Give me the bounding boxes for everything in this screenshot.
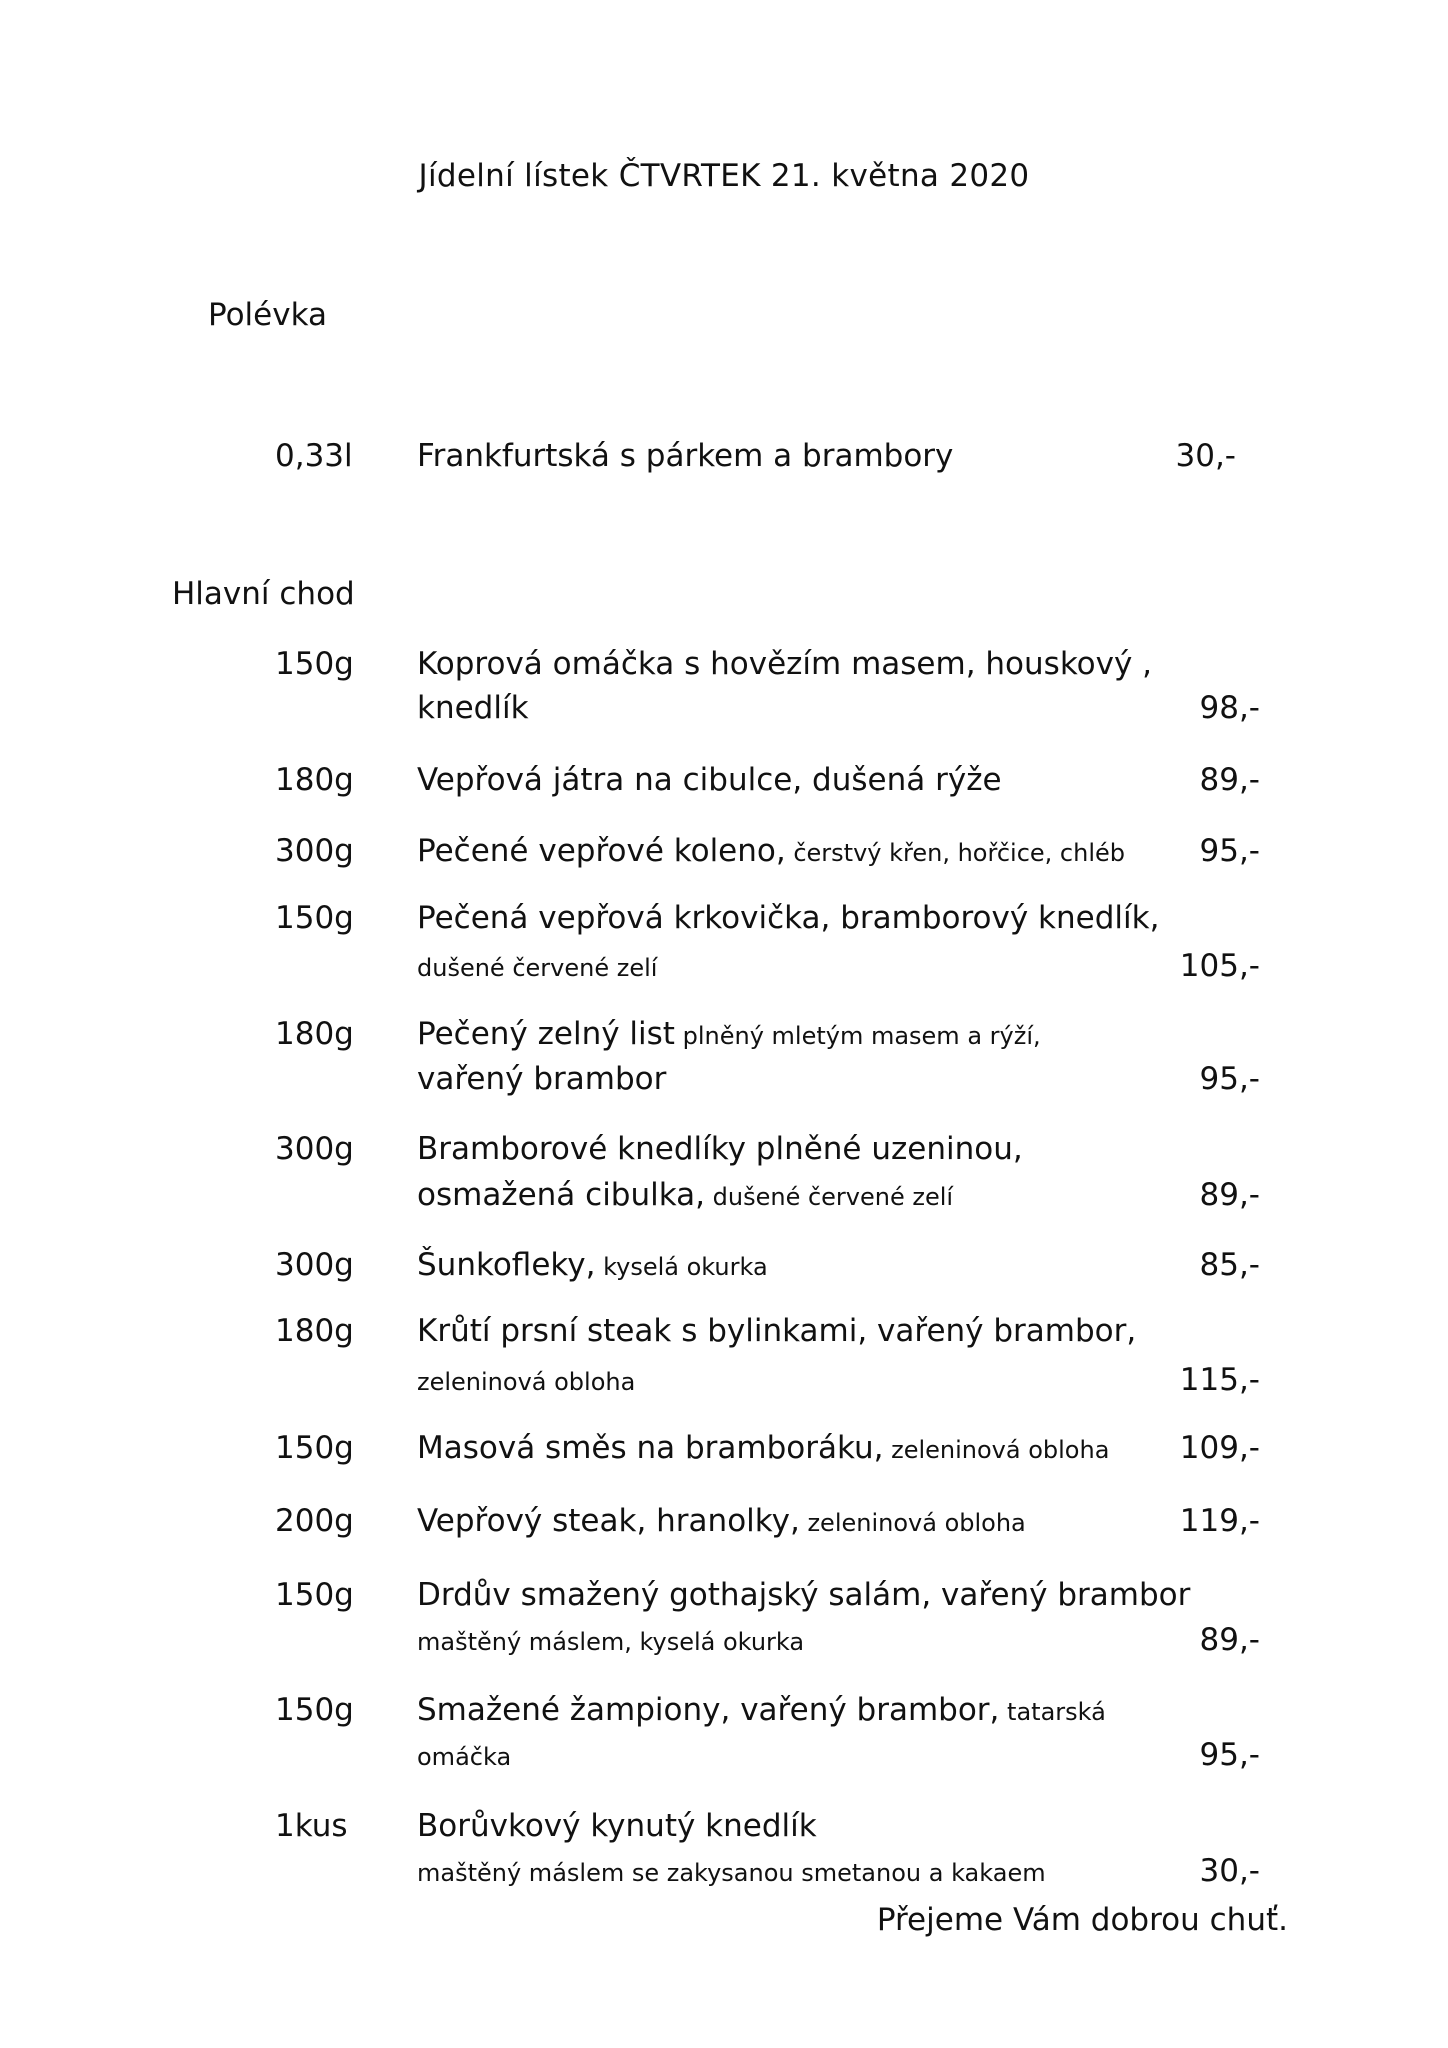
closing-greeting: Přejeme Vám dobrou chuť. [876, 1902, 1288, 1938]
item-price: 89,- [1199, 1622, 1260, 1658]
item-side-dish: maštěný máslem se zakysanou smetanou a kakaem [417, 1859, 1046, 1887]
item-side-dish: tatarská [999, 1698, 1106, 1726]
item-name [417, 1577, 1190, 1613]
item-side-dish: zeleninová obloha [799, 1509, 1026, 1537]
item-name [417, 1131, 1023, 1167]
item-name [417, 1313, 1136, 1349]
item-side-dish: maštěný máslem, kyselá okurka [417, 1628, 805, 1656]
item-quantity: 200g [275, 1503, 354, 1539]
item-name [417, 1808, 817, 1844]
item-quantity: 150g [275, 1692, 354, 1728]
item-side-dish: plněný mletým masem a rýží, [674, 1022, 1041, 1050]
item-price: 109,- [1179, 1430, 1260, 1466]
item-quantity: 180g [275, 762, 354, 798]
item-name [417, 1430, 1109, 1466]
item-name-main: Masová směs na bramboráku, [417, 1430, 884, 1466]
item-quantity: 0,33l [275, 438, 353, 474]
menu-title: Jídelní lístek ČTVRTEK 21. května 2020 [418, 158, 1030, 194]
section-heading-soup: Polévka [208, 297, 327, 333]
item-price: 30,- [1199, 1853, 1260, 1889]
item-quantity: 300g [275, 1247, 354, 1283]
item-quantity: 150g [275, 646, 354, 682]
item-name-continued [417, 1622, 804, 1658]
item-price: 105,- [1179, 948, 1260, 984]
item-name-continued [417, 690, 529, 726]
item-side-dish: omáčka [417, 1743, 512, 1771]
item-price: 95,- [1199, 1737, 1260, 1773]
item-price: 115,- [1179, 1362, 1260, 1398]
item-name-main: Borůvkový kynutý knedlík [417, 1808, 817, 1844]
item-name-continued [417, 1853, 1046, 1889]
item-name [417, 1692, 1106, 1728]
item-quantity: 150g [275, 1577, 354, 1613]
item-price: 30,- [1175, 438, 1236, 474]
item-name-continued [417, 1362, 635, 1398]
item-name [417, 646, 1152, 682]
item-name-continued [417, 948, 657, 984]
item-name-main: Vepřová játra na cibulce, dušená rýže [417, 762, 1002, 798]
item-quantity: 300g [275, 1131, 354, 1167]
item-side-dish: dušené červené zelí [417, 954, 658, 982]
item-name-continued [417, 1061, 666, 1097]
item-name: Frankfurtská s párkem a brambory [417, 438, 954, 474]
item-name-main: Drdův smažený gothajský salám, vařený brambor [417, 1577, 1191, 1613]
item-name-main: Bramborové knedlíky plněné uzeninou, [417, 1131, 1023, 1167]
item-name-continued [417, 1737, 511, 1773]
item-name [417, 1247, 768, 1283]
item-name [417, 1016, 1041, 1052]
item-name [417, 762, 1002, 798]
item-name-main: Pečená vepřová krkovička, bramborový knedlík, [417, 900, 1160, 936]
item-quantity: 150g [275, 900, 354, 936]
item-name-line2: knedlík [417, 690, 529, 726]
item-name [417, 1503, 1026, 1539]
item-name-main: Šunkofleky, [417, 1247, 596, 1283]
item-price: 98,- [1199, 690, 1260, 726]
item-price: 119,- [1179, 1503, 1260, 1539]
item-price: 89,- [1199, 1177, 1260, 1213]
item-quantity: 1kus [275, 1808, 348, 1844]
item-name [417, 833, 1125, 869]
item-quantity: 180g [275, 1313, 354, 1349]
item-quantity: 300g [275, 833, 354, 869]
item-quantity: 180g [275, 1016, 354, 1052]
item-name-main: Pečené vepřové koleno, [417, 833, 786, 869]
item-name-main: Krůtí prsní steak s bylinkami, vařený brambor, [417, 1313, 1137, 1349]
item-side-dish: dušené červené zelí [705, 1183, 954, 1211]
item-price: 95,- [1199, 833, 1260, 869]
item-side-dish: zeleninová obloha [883, 1436, 1110, 1464]
item-name-main: Pečený zelný list [417, 1016, 675, 1052]
item-name-main: Koprová omáčka s hovězím masem, houskový , [417, 646, 1153, 682]
item-side-dish: kyselá okurka [595, 1253, 768, 1281]
item-name-line2: vařený brambor [417, 1061, 667, 1097]
item-name-main: Smažené žampiony, vařený brambor, [417, 1692, 1000, 1728]
item-price: 89,- [1199, 762, 1260, 798]
item-name-continued [417, 1177, 953, 1213]
item-name-line2: osmažená cibulka, [417, 1177, 706, 1213]
item-price: 95,- [1199, 1061, 1260, 1097]
item-name [417, 900, 1159, 936]
item-quantity: 150g [275, 1430, 354, 1466]
item-name-main: Vepřový steak, hranolky, [417, 1503, 800, 1539]
section-heading-main: Hlavní chod [172, 576, 355, 612]
item-side-dish: čerstvý křen, hořčice, chléb [785, 839, 1125, 867]
item-side-dish: zeleninová obloha [417, 1368, 636, 1396]
item-price: 85,- [1199, 1247, 1260, 1283]
